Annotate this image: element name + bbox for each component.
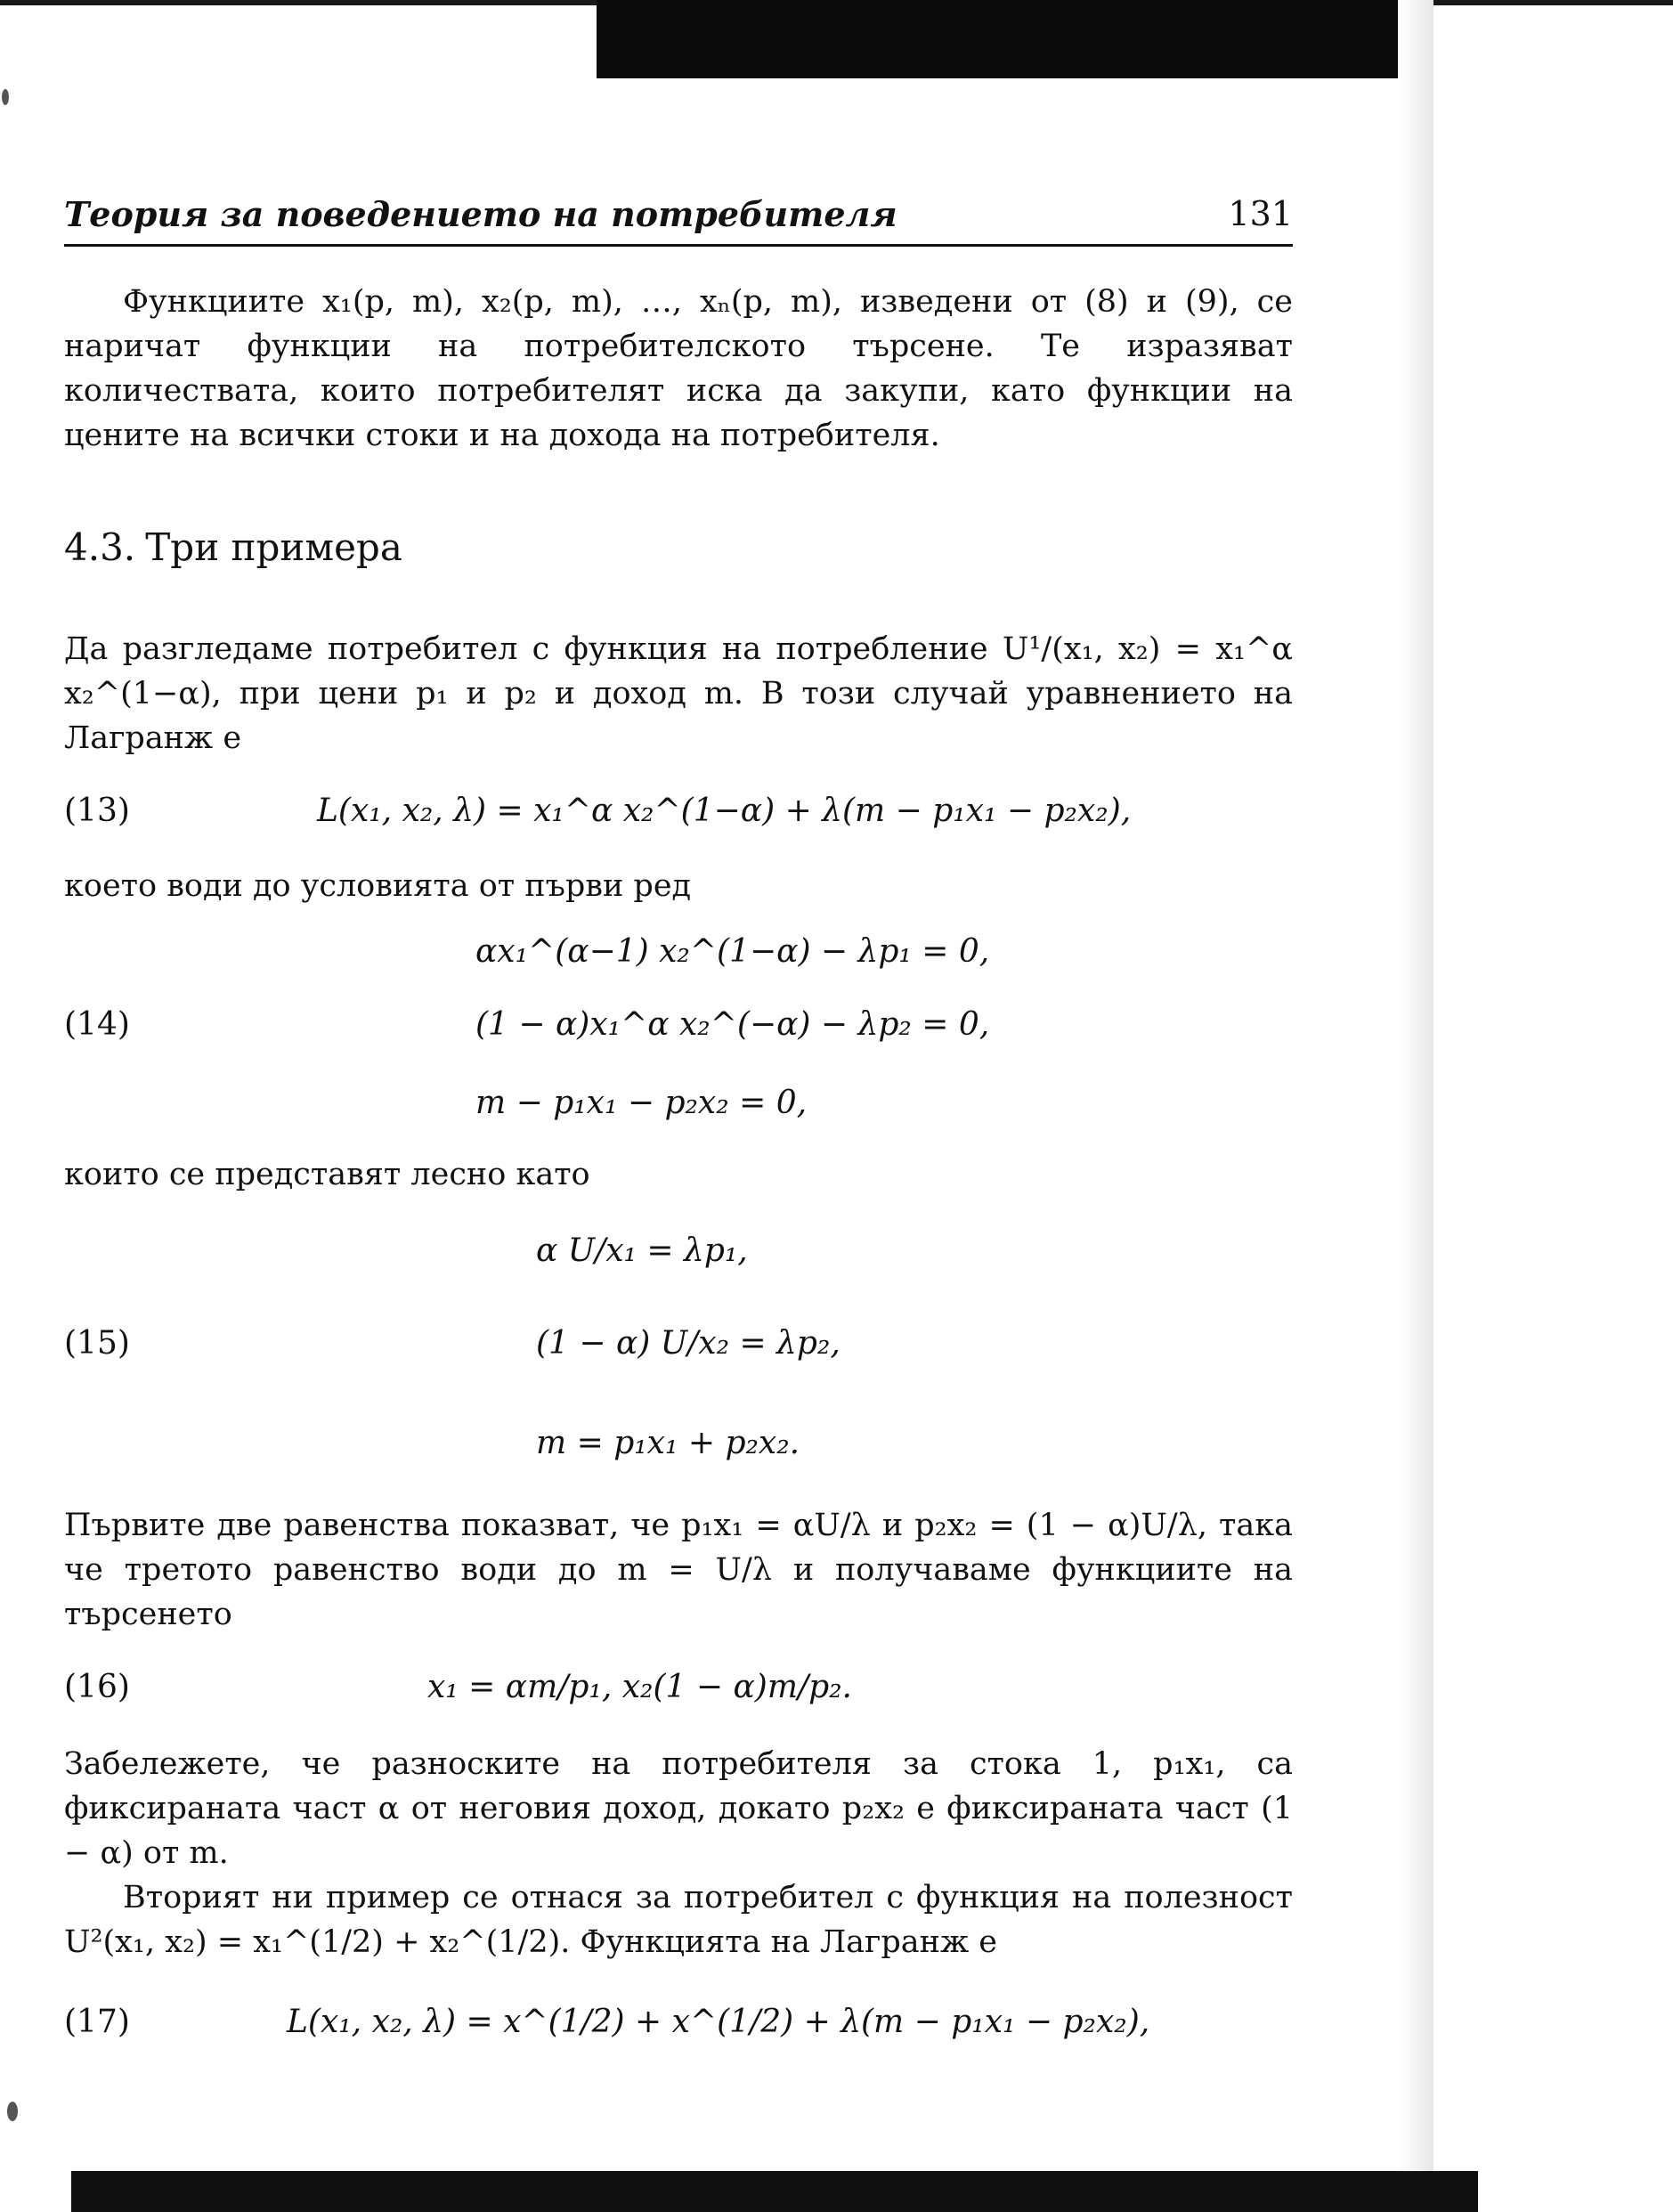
equation-15-line-1 [64,1232,1293,1286]
paragraph-example-two [64,1875,1293,1964]
paragraph-demand-functions [64,280,1293,458]
equation-body: (1 − α) U/x₂ = λp₂, [536,1325,841,1362]
equation-number: (13) [64,793,130,829]
paragraph-text: които се представят лесно като [64,1157,590,1192]
paragraph-expenditure-note [64,1742,1293,1875]
equation-number: (15) [64,1325,130,1362]
page-number: 131 [1228,194,1293,233]
equation-17 [64,2004,1293,2057]
paragraph-text: Забележете, че разноските на потребителя за стока 1, p₁x₁, са фиксираната част α от неговия доход, докато p₂x₂ е фиксираната част (1 − α) от m. [64,1746,1293,1871]
equation-number: (16) [64,1669,130,1705]
running-title: Теория за поведението на потребителя [64,194,897,234]
equation-14-line-2 [64,1006,1293,1060]
scan-speck [7,2102,18,2121]
paragraph-text: Функциите x₁(p, m), x₂(p, m), …, xₙ(p, m), изведени от (8) и (9), се наричат функции на потребителското търсене. Те изразяват количествата, които потребителят иска да закупи, като функции на цените на всички стоки и на дохода на потребителя. [64,284,1293,453]
equation-number: (17) [64,2004,130,2040]
scan-page-edge-right [1398,0,1433,2212]
paragraph-example-one [64,627,1293,760]
paragraph-text: Да разгледаме потребител с функция на потребление U¹/(x₁, x₂) = x₁^α x₂^(1−α), при цени p₁ и p₂ и доход m. В този случай уравнението на Лагранж е [64,631,1293,756]
equation-body: αx₁^(α−1) x₂^(1−α) − λp₁ = 0, [475,933,990,970]
equation-body: L(x₁, x₂, λ) = x₁^α x₂^(1−α) + λ(m − p₁x₁ − p₂x₂), [317,793,1132,829]
equation-16 [64,1669,1293,1722]
paragraph-text: Вторият ни пример се отнася за потребител с функция на полезност U²(x₁, x₂) = x₁^(1/2) + x₂^(1/2). Функцията на Лагранж е [64,1880,1293,1960]
equation-body: x₁ = αm/p₁, x₂(1 − α)m/p₂. [427,1669,852,1705]
equation-13 [64,793,1293,846]
text-first-order-conditions [64,864,1293,908]
paragraph-text: Първите две равенства показват, че p₁x₁ = αU/λ и p₂x₂ = (1 − α)U/λ, така че третото равенство води до m = U/λ и получаваме функциите на търсенето [64,1508,1293,1632]
equation-body: m = p₁x₁ + p₂x₂. [536,1425,800,1461]
scan-speck [2,89,9,105]
equation-14-line-3 [64,1085,1293,1138]
equation-14-line-1 [64,933,1293,987]
scan-black-bar-bottom [71,2171,1478,2212]
paragraph-demand-derivation [64,1503,1293,1637]
equation-body: (1 − α)x₁^α x₂^(−α) − λp₂ = 0, [475,1006,990,1043]
equation-body: m − p₁x₁ − p₂x₂ = 0, [475,1085,808,1121]
running-header [64,187,1293,247]
section-number: 4.3. [64,525,136,569]
equation-number: (14) [64,1006,130,1043]
text-represented-as [64,1152,1293,1197]
section-heading [64,525,1293,573]
scan-black-bar-top [597,0,1398,78]
section-title: Три примера [145,525,402,569]
equation-body: L(x₁, x₂, λ) = x^(1/2) + x^(1/2) + λ(m − p₁x₁ − p₂x₂), [287,2004,1150,2040]
equation-body: α U/x₁ = λp₁, [536,1232,748,1269]
equation-15-line-3 [64,1425,1293,1478]
equation-15-line-2 [64,1325,1293,1378]
paragraph-text: което води до условията от първи ред [64,868,692,904]
